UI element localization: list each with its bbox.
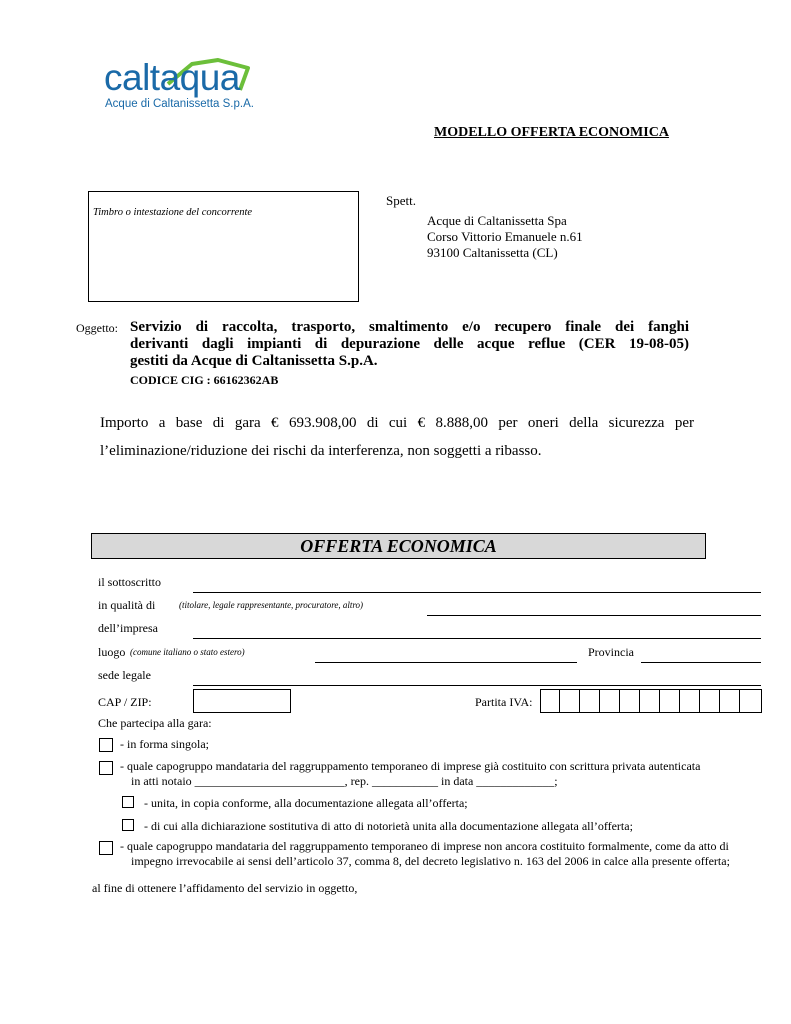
cig-code: CODICE CIG : 66162362AB <box>130 373 279 387</box>
stamp-label: Timbro o intestazione del concorrente <box>93 207 253 218</box>
subject-line: Servizio di raccolta, trasporto, smaltimento e/o recupero finale dei fanghi <box>130 319 689 335</box>
impresa-label: dell’impresa <box>98 621 158 635</box>
option-unita-label: - unita, in copia conforme, alla documentazione allegata all’offerta; <box>144 796 468 810</box>
partecipa-label: Che partecipa alla gara: <box>98 716 212 730</box>
provincia-label: Provincia <box>588 645 634 659</box>
logo-subtitle: Acque di Caltanissetta S.p.A. <box>105 98 254 110</box>
closing-text: al fine di ottenere l’affidamento del servizio in oggetto, <box>92 881 358 895</box>
option-non-costituito-checkbox[interactable] <box>99 841 113 855</box>
option-singola-label: - in forma singola; <box>120 737 209 751</box>
recipient-line: 93100 Caltanissetta (CL) <box>427 245 558 260</box>
impresa-field[interactable] <box>193 638 761 639</box>
sottoscritto-field[interactable] <box>193 592 761 593</box>
offer-banner <box>91 533 706 559</box>
luogo-hint: (comune italiano o stato estero) <box>130 647 245 657</box>
cap-field[interactable] <box>193 689 291 713</box>
stamp-box <box>88 191 359 302</box>
document-title: MODELLO OFFERTA ECONOMICA <box>434 125 669 140</box>
cap-label: CAP / ZIP: <box>98 695 152 709</box>
option-dichiarazione-label: - di cui alla dichiarazione sostitutiva di atto di notorietà unita alla documentazione allegata all’offerta; <box>144 819 633 833</box>
subject-line: derivanti dagli impianti di depurazione delle acque reflue (CER 19-08-05) <box>130 336 689 352</box>
importo-paragraph: Importo a base di gara € 693.908,00 di cui € 8.888,00 per oneri della sicurezza per l’eliminazione/riduzione dei rischi da interferenza, non soggetti a ribasso. <box>100 415 694 459</box>
option-costituito-label: - quale capogruppo mandataria del raggruppamento temporaneo di imprese già costituito con scrittura privata autenticata <box>120 759 701 773</box>
subject-label: Oggetto: <box>76 321 118 335</box>
recipient-salutation: Spett. <box>386 193 416 208</box>
option-non-costituito-label: - quale capogruppo mandataria del raggruppamento temporaneo di imprese non ancora costituito formalmente, come da atto di <box>120 839 729 853</box>
option-non-costituito-detail: impegno irrevocabile ai sensi dell’articolo 37, comma 8, del decreto legislativo n. 163 del 2006 in calce alla presente offerta; <box>131 854 730 868</box>
option-singola-checkbox[interactable] <box>99 738 113 752</box>
qualita-label: in qualità di <box>98 598 156 612</box>
qualita-hint: (titolare, legale rappresentante, procuratore, altro) <box>179 600 364 610</box>
piva-label: Partita IVA: <box>475 695 533 709</box>
option-costituito-checkbox[interactable] <box>99 761 113 775</box>
sede-field[interactable] <box>193 685 761 686</box>
option-costituito-detail: in atti notaio _________________________, rep. ___________ in data _____________; <box>131 774 558 788</box>
piva-field[interactable] <box>540 689 762 713</box>
recipient-line: Corso Vittorio Emanuele n.61 <box>427 229 583 244</box>
sottoscritto-label: il sottoscritto <box>98 575 161 589</box>
option-dichiarazione-checkbox[interactable] <box>122 819 134 831</box>
recipient-line: Acque di Caltanissetta Spa <box>427 213 567 228</box>
option-unita-checkbox[interactable] <box>122 796 134 808</box>
banner-title: OFFERTA ECONOMICA <box>300 536 497 556</box>
company-logo <box>104 54 254 114</box>
sede-label: sede legale <box>98 668 151 682</box>
logo-wordmark: caltaqua <box>104 57 240 98</box>
qualita-field[interactable] <box>427 615 761 616</box>
provincia-field[interactable] <box>641 662 761 663</box>
subject-line: gestiti da Acque di Caltanissetta S.p.A. <box>130 353 378 369</box>
luogo-field[interactable] <box>315 662 577 663</box>
luogo-label: luogo <box>98 645 126 659</box>
